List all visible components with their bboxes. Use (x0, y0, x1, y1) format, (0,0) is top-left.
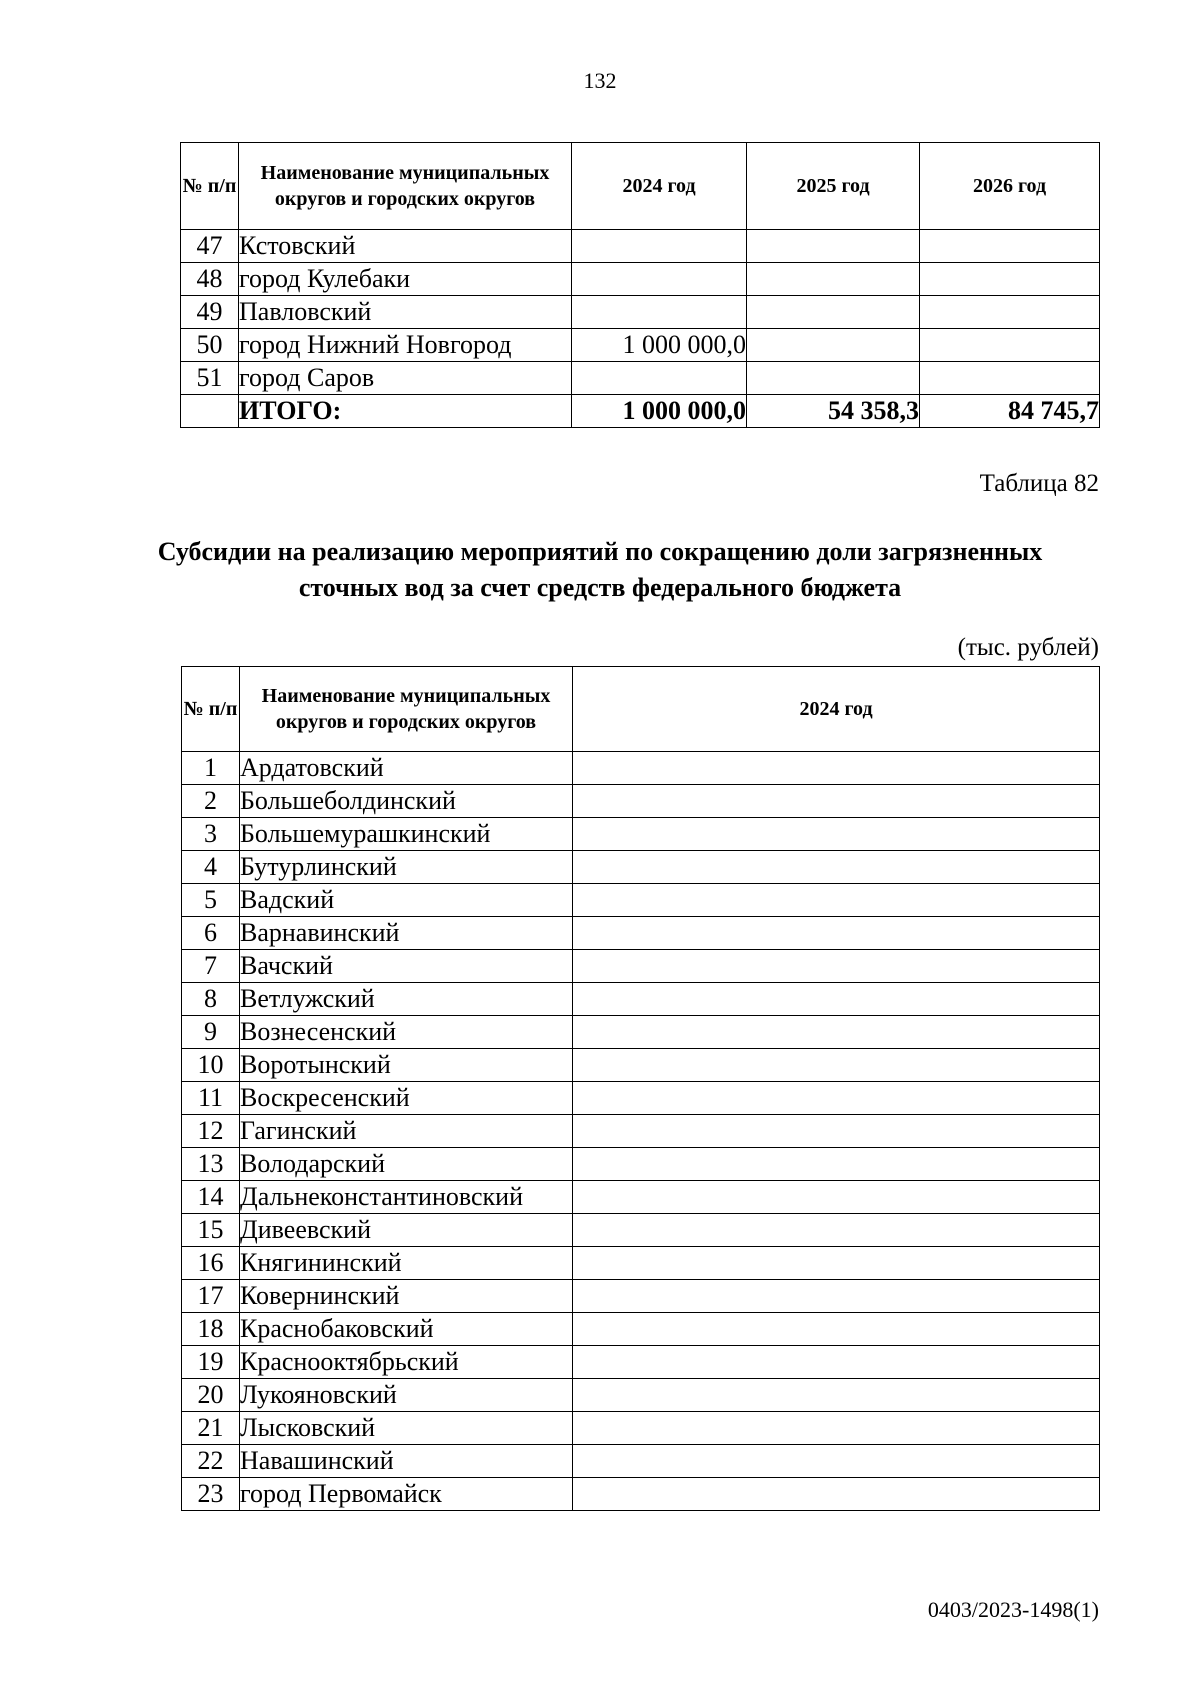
row-name: Большемурашкинский (240, 818, 573, 851)
row-value-2026 (920, 296, 1100, 329)
header-2024: 2024 год (572, 143, 747, 230)
row-value-2025 (747, 230, 920, 263)
table-row (182, 752, 1100, 785)
page-number: 132 (583, 68, 617, 93)
row-number: 9 (182, 1016, 240, 1049)
row-value-2024 (572, 263, 747, 296)
row-number: 5 (182, 884, 240, 917)
row-name: Ардатовский (240, 752, 573, 785)
row-number: 4 (182, 851, 240, 884)
row-name: Вачский (240, 950, 573, 983)
row-value-2024 (573, 884, 1100, 917)
header-num: № п/п (182, 667, 240, 752)
row-value-2025 (747, 329, 920, 362)
header-name: Наименование муниципальных округов и городских округов (239, 143, 572, 230)
row-value-2024 (573, 1445, 1100, 1478)
table-row (182, 983, 1100, 1016)
table-row (181, 362, 1100, 395)
row-name: Лукояновский (240, 1379, 573, 1412)
table-row (182, 1346, 1100, 1379)
table-row (182, 1445, 1100, 1478)
table-row (182, 1247, 1100, 1280)
table-row (182, 1148, 1100, 1181)
row-number: 15 (182, 1214, 240, 1247)
row-number: 51 (181, 362, 239, 395)
row-value-2024 (573, 1280, 1100, 1313)
row-name: Княгининский (240, 1247, 573, 1280)
row-number: 16 (182, 1247, 240, 1280)
row-name: Вознесенский (240, 1016, 573, 1049)
table-row (182, 1280, 1100, 1313)
row-name: город Нижний Новгород (239, 329, 572, 362)
row-name: Большеболдинский (240, 785, 573, 818)
table-row (182, 917, 1100, 950)
header-num: № п/п (181, 143, 239, 230)
row-value-2024 (573, 752, 1100, 785)
table-body (182, 752, 1100, 1511)
table-body (181, 230, 1100, 428)
table-row (182, 884, 1100, 917)
row-value-2024 (573, 1379, 1100, 1412)
row-value-2024: 1 000 000,0 (572, 329, 747, 362)
row-name: Кстовский (239, 230, 572, 263)
row-name: Навашинский (240, 1445, 573, 1478)
row-number: 48 (181, 263, 239, 296)
row-value-2024 (573, 1181, 1100, 1214)
row-value-2024 (573, 1049, 1100, 1082)
row-value-2024 (573, 1016, 1100, 1049)
table-row (182, 1478, 1100, 1511)
row-name: Воскресенский (240, 1082, 573, 1115)
row-name: Гагинский (240, 1115, 573, 1148)
units-label: (тыс. рублей) (957, 634, 1099, 661)
table-row (182, 1016, 1100, 1049)
row-number: 23 (182, 1478, 240, 1511)
row-name: Дальнеконстантиновский (240, 1181, 573, 1214)
row-value-2025 (747, 362, 920, 395)
table-wastewater-subsidies (181, 666, 1100, 1511)
table-title: Субсидии на реализацию мероприятий по сокращению доли загрязненных сточных вод за счет средств федерального бюджета (157, 537, 1043, 602)
table-row (182, 1082, 1100, 1115)
row-value-2024 (573, 1115, 1100, 1148)
row-number: 11 (182, 1082, 240, 1115)
row-number: 22 (182, 1445, 240, 1478)
table-row (182, 950, 1100, 983)
table-label: Таблица 82 (979, 470, 1099, 497)
table-row (181, 296, 1100, 329)
row-name: Бутурлинский (240, 851, 573, 884)
row-value-2024 (572, 296, 747, 329)
row-value-2024 (573, 917, 1100, 950)
header-2024: 2024 год (573, 667, 1100, 752)
row-value-2026 (920, 362, 1100, 395)
row-value-2024 (573, 950, 1100, 983)
table-row (182, 1181, 1100, 1214)
document-code: 0403/2023-1498(1) (927, 1597, 1099, 1622)
row-number: 10 (182, 1049, 240, 1082)
table-row (182, 818, 1100, 851)
row-value-2024 (573, 1313, 1100, 1346)
header-2026: 2026 год (920, 143, 1100, 230)
row-number: 50 (181, 329, 239, 362)
total-value-2025: 54 358,3 (747, 395, 920, 428)
row-value-2026 (920, 230, 1100, 263)
total-num-cell (181, 395, 239, 428)
row-value-2024 (573, 785, 1100, 818)
row-value-2024 (572, 230, 747, 263)
table-row (182, 851, 1100, 884)
row-name: Краснооктябрьский (240, 1346, 573, 1379)
row-number: 47 (181, 230, 239, 263)
row-name: город Кулебаки (239, 263, 572, 296)
row-number: 8 (182, 983, 240, 1016)
row-value-2024 (573, 1247, 1100, 1280)
row-name: город Саров (239, 362, 572, 395)
row-value-2025 (747, 263, 920, 296)
row-number: 21 (182, 1412, 240, 1445)
row-name: Ковернинский (240, 1280, 573, 1313)
table-row (182, 1313, 1100, 1346)
row-value-2024 (573, 818, 1100, 851)
table-row (182, 1214, 1100, 1247)
row-value-2024 (573, 1346, 1100, 1379)
total-value-2024: 1 000 000,0 (572, 395, 747, 428)
row-number: 17 (182, 1280, 240, 1313)
table-row (182, 1115, 1100, 1148)
table-subsidies-continued (180, 142, 1100, 428)
row-number: 12 (182, 1115, 240, 1148)
row-number: 20 (182, 1379, 240, 1412)
row-name: город Первомайск (240, 1478, 573, 1511)
row-name: Лысковский (240, 1412, 573, 1445)
row-number: 1 (182, 752, 240, 785)
table-row (182, 1412, 1100, 1445)
total-row (181, 395, 1100, 428)
header-name: Наименование муниципальных округов и городских округов (240, 667, 573, 752)
row-value-2026 (920, 263, 1100, 296)
table-row (182, 1379, 1100, 1412)
row-number: 6 (182, 917, 240, 950)
row-value-2024 (573, 983, 1100, 1016)
table-row (182, 785, 1100, 818)
row-value-2025 (747, 296, 920, 329)
row-value-2024 (573, 851, 1100, 884)
table-row (182, 1049, 1100, 1082)
row-name: Володарский (240, 1148, 573, 1181)
row-value-2024 (572, 362, 747, 395)
row-number: 19 (182, 1346, 240, 1379)
row-value-2024 (573, 1148, 1100, 1181)
row-value-2024 (573, 1214, 1100, 1247)
total-value-2026: 84 745,7 (920, 395, 1100, 428)
row-name: Дивеевский (240, 1214, 573, 1247)
row-number: 7 (182, 950, 240, 983)
row-value-2026 (920, 329, 1100, 362)
row-value-2024 (573, 1478, 1100, 1511)
row-number: 2 (182, 785, 240, 818)
row-name: Воротынский (240, 1049, 573, 1082)
table-row (181, 263, 1100, 296)
row-name: Ветлужский (240, 983, 573, 1016)
row-name: Варнавинский (240, 917, 573, 950)
row-number: 3 (182, 818, 240, 851)
table-header-row (181, 143, 1100, 230)
row-number: 13 (182, 1148, 240, 1181)
table-row (181, 329, 1100, 362)
row-value-2024 (573, 1412, 1100, 1445)
table-row (181, 230, 1100, 263)
row-number: 14 (182, 1181, 240, 1214)
row-number: 18 (182, 1313, 240, 1346)
table-header-row (182, 667, 1100, 752)
row-name: Павловский (239, 296, 572, 329)
row-name: Краснобаковский (240, 1313, 573, 1346)
header-2025: 2025 год (747, 143, 920, 230)
total-label: ИТОГО: (239, 395, 572, 428)
row-name: Вадский (240, 884, 573, 917)
row-value-2024 (573, 1082, 1100, 1115)
row-number: 49 (181, 296, 239, 329)
